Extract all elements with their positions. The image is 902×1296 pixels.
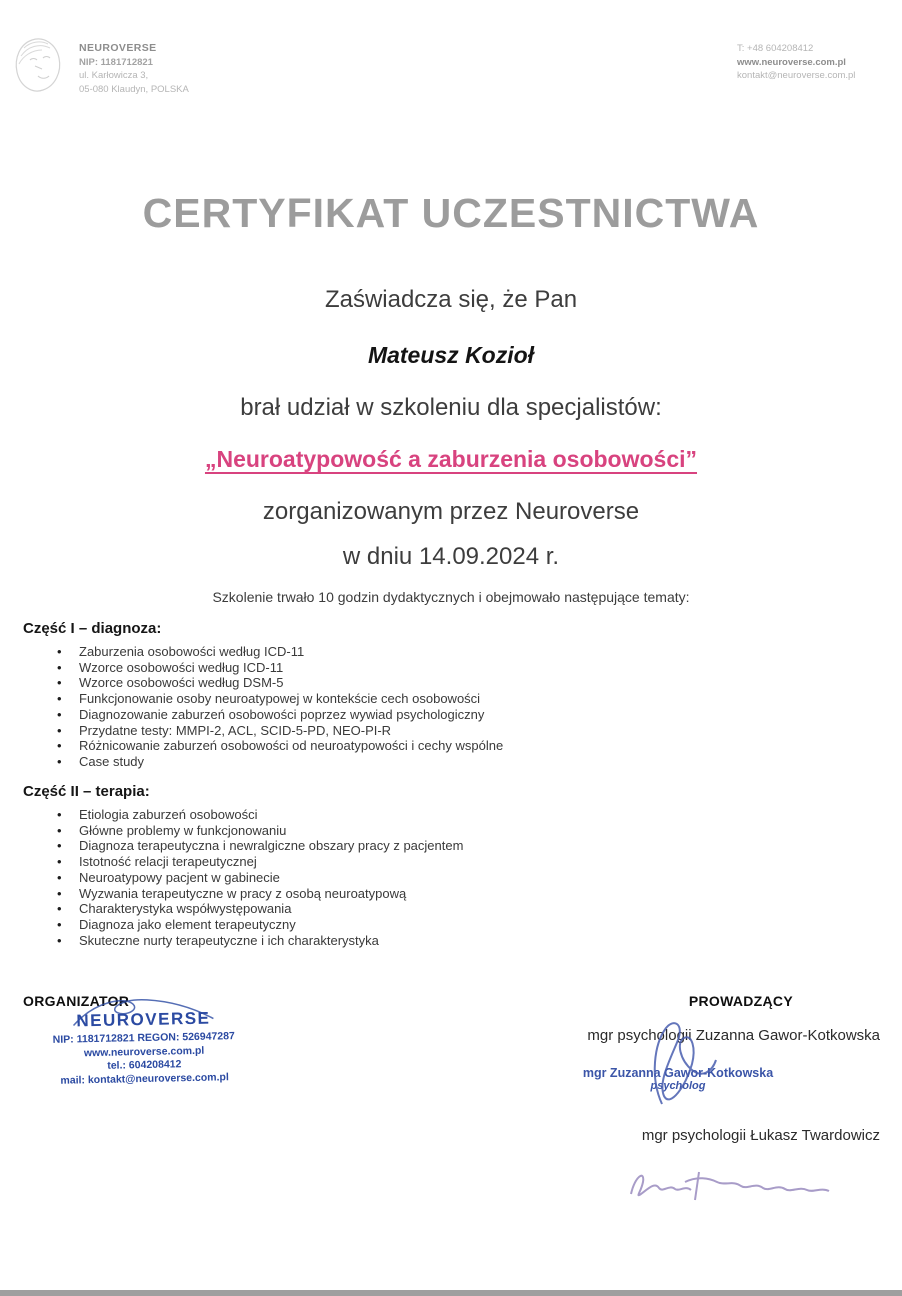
course-title: „Neuroatypowość a zaburzenia osobowości” <box>204 446 698 472</box>
list-item: • Przydatne testy: MMPI-2, ACL, SCID-5-PD, NEO-PI-R <box>23 723 843 739</box>
list-item: • Skuteczne nurty terapeutyczne i ich charakterystyka <box>23 933 843 949</box>
organizer-stamp-details <box>30 1030 259 1089</box>
presenter-1-name: mgr psychologii Zuzanna Gawor-Kotkowska <box>587 1027 880 1044</box>
intro-line: Zaświadcza się, że Pan <box>324 286 578 313</box>
company-street: ul. Karłowicza 3, <box>79 70 149 81</box>
organized-by-line: zorganizowanym przez Neuroverse <box>262 498 640 525</box>
list-item: • Główne problemy w funkcjonowaniu <box>23 823 843 839</box>
list-item: • Funkcjonowanie osoby neuroatypowej w kontekście cech osobowości <box>23 691 843 707</box>
presenter-1-stamp-role: psycholog <box>650 1080 706 1092</box>
topics-list <box>23 644 843 770</box>
certificate-title: CERTYFIKAT UCZESTNICTWA <box>142 190 760 236</box>
list-item: • Istotność relacji terapeutycznej <box>23 854 843 870</box>
list-item: • Diagnoza terapeutyczna i newralgiczne obszary pracy z pacjentem <box>23 838 843 854</box>
organizer-stamp-name-text: NEUROVERSE <box>76 1008 211 1031</box>
date-line: w dniu 14.09.2024 r. <box>342 543 560 570</box>
presenter-1-stamp-name: mgr Zuzanna Gawor-Kotkowska <box>582 1066 774 1080</box>
training-summary-line: Szkolenie trwało 10 godzin dydaktycznych i obejmowało następujące tematy: <box>212 589 690 605</box>
topics-list <box>23 807 843 948</box>
organizer-label: ORGANIZATOR <box>23 993 130 1009</box>
company-address-block <box>79 42 189 96</box>
list-item: • Wyzwania terapeutyczne w pracy z osobą neuroatypową <box>23 886 843 902</box>
list-item: • Neuroatypowy pacjent w gabinecie <box>23 870 843 886</box>
stamp-website: www.neuroverse.com.pl <box>83 1044 205 1059</box>
stamp-phone: tel.: 604208412 <box>107 1058 182 1072</box>
organizer-stamp <box>29 1008 259 1089</box>
section-diagnosis <box>23 620 843 770</box>
list-item: • Etiologia zaburzeń osobowości <box>23 807 843 823</box>
page-bottom-edge <box>0 1290 902 1296</box>
company-website: www.neuroverse.com.pl <box>737 56 846 68</box>
company-name: NEUROVERSE <box>79 42 157 54</box>
presenter-2-name: mgr psychologii Łukasz Twardowicz <box>641 1127 880 1144</box>
stamp-nip-regon: NIP: 1181712821 REGON: 526947287 <box>52 1030 235 1046</box>
list-item: • Wzorce osobowości według ICD-11 <box>23 660 843 676</box>
presenter-label: PROWADZĄCY <box>688 993 793 1009</box>
course-title-line <box>0 446 902 473</box>
organizer-stamp-name <box>29 1008 257 1033</box>
participant-name: Mateusz Kozioł <box>367 342 535 368</box>
section-therapy <box>23 783 843 948</box>
presenter-2-signature-scribble <box>625 1160 840 1213</box>
section-heading: Część II – terapia: <box>23 783 150 800</box>
presenter-1-stamp <box>572 1066 784 1092</box>
list-item: • Różnicowanie zaburzeń osobowości od neuroatypowości i cechy wspólne <box>23 738 843 754</box>
stamp-email: mail: kontakt@neuroverse.com.pl <box>60 1070 229 1087</box>
list-item: • Wzorce osobowości według DSM-5 <box>23 675 843 691</box>
statement-line: brał udział w szkoleniu dla specjalistów: <box>240 394 662 421</box>
neuroverse-head-logo-icon <box>8 34 70 103</box>
company-nip: NIP: 1181712821 <box>79 56 153 68</box>
list-item: • Diagnozowanie zaburzeń osobowości poprzez wywiad psychologiczny <box>23 707 843 723</box>
company-phone: T: +48 604208412 <box>737 43 814 54</box>
list-item: • Case study <box>23 754 843 770</box>
list-item: • Diagnoza jako element terapeutyczny <box>23 917 843 933</box>
list-item: • Zaburzenia osobowości według ICD-11 <box>23 644 843 660</box>
company-email: kontakt@neuroverse.com.pl <box>737 70 856 81</box>
company-city: 05-080 Klaudyn, POLSKA <box>79 83 189 95</box>
section-heading: Część I – diagnoza: <box>23 620 162 637</box>
list-item: • Charakterystyka współwystępowania <box>23 901 843 917</box>
company-contact-block <box>737 42 855 83</box>
